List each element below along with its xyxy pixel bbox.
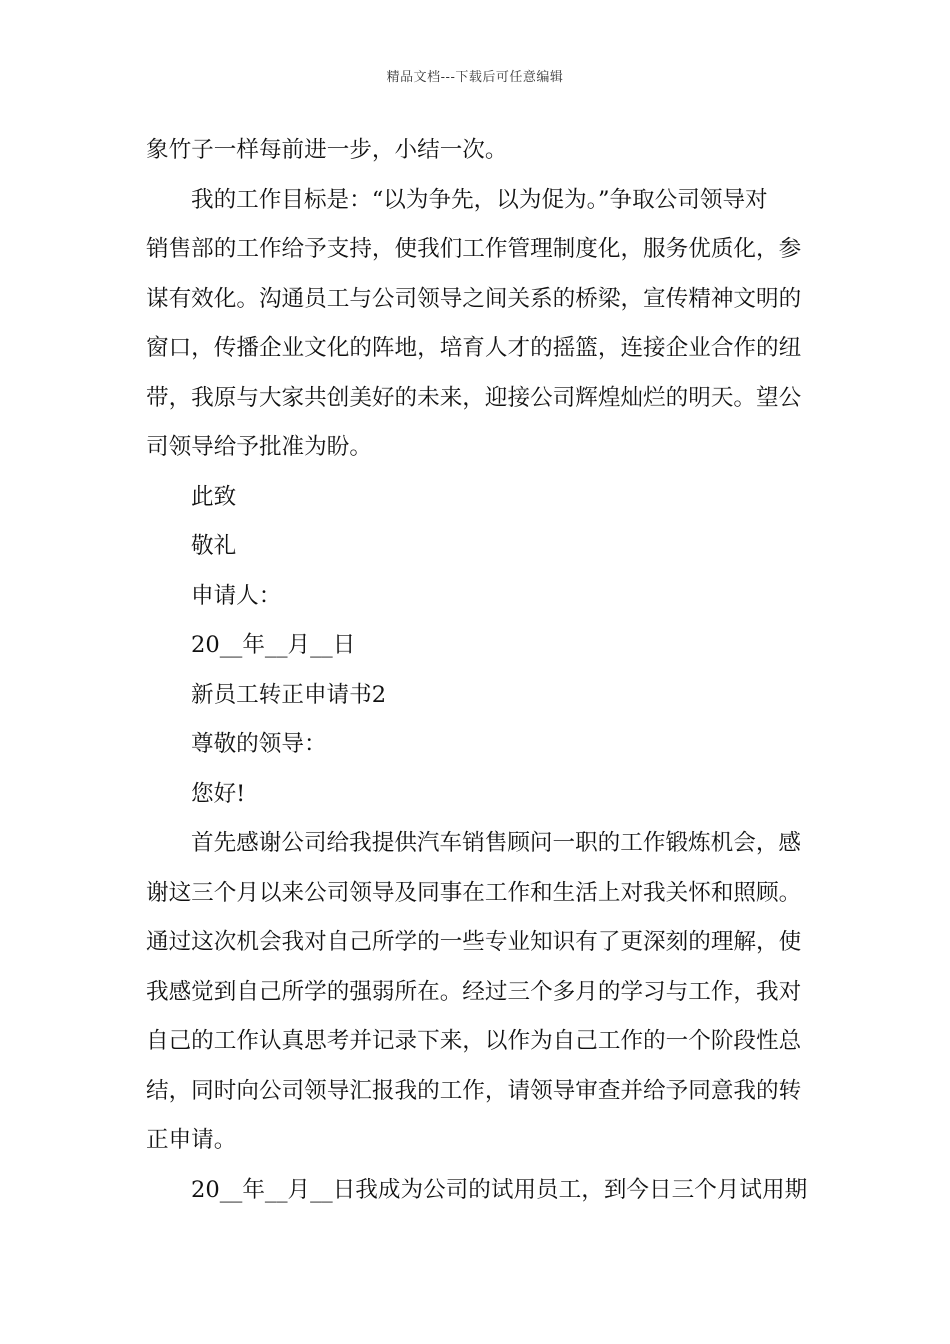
- paragraph-line: 20__年__月__日我成为公司的试用员工，到今日三个月试用期: [191, 1176, 808, 1203]
- paragraph-line: 通过这次机会我对自己所学的一些专业知识有了更深刻的理解，使: [146, 929, 802, 955]
- paragraph-line: 司领导给予批准为盼。: [146, 434, 372, 460]
- paragraph-line: 结，同时向公司领导汇报我的工作，请领导审查并给予同意我的转: [146, 1077, 802, 1104]
- date-line: 20__年__月__日: [191, 632, 356, 658]
- salutation-line: 此致: [191, 483, 237, 510]
- greeting-line: 尊敬的领导：: [191, 731, 327, 757]
- page-header: 精品文档---下载后可任意编辑: [386, 70, 564, 85]
- paragraph-line: 正申请。: [146, 1127, 237, 1153]
- paragraph-line: 象竹子一样每前进一步，小结一次。: [146, 137, 508, 163]
- paragraph-line: 我的工作目标是：“以为争先，以为促为。”争取公司领导对: [191, 186, 768, 213]
- salutation-line: 敬礼: [191, 533, 237, 559]
- paragraph-line: 带，我原与大家共创美好的未来，迎接公司辉煌灿烂的明天。望公: [146, 384, 802, 411]
- paragraph-line: 销售部的工作给予支持，使我们工作管理制度化，服务优质化，参: [146, 236, 802, 262]
- document-body: [146, 126, 808, 1215]
- greeting-line: 您好!: [191, 780, 246, 807]
- paragraph-line: 首先感谢公司给我提供汽车销售顾问一职的工作锻炼机会，感: [191, 830, 802, 856]
- applicant-line: 申请人：: [191, 582, 282, 609]
- section-title: 新员工转正申请书2: [191, 681, 387, 708]
- paragraph-line: 自己的工作认真思考并记录下来，以作为自己工作的一个阶段性总: [146, 1028, 802, 1054]
- paragraph-line: 谢这三个月以来公司领导及同事在工作和生活上对我关怀和照顾。: [146, 879, 802, 906]
- paragraph-line: 窗口，传播企业文化的阵地，培育人才的摇篮，连接企业合作的纽: [146, 335, 802, 361]
- paragraph-line: 谋有效化。沟通员工与公司领导之间关系的桥梁，宣传精神文明的: [146, 285, 802, 312]
- paragraph-line: 我感觉到自己所学的强弱所在。经过三个多月的学习与工作，我对: [146, 978, 802, 1005]
